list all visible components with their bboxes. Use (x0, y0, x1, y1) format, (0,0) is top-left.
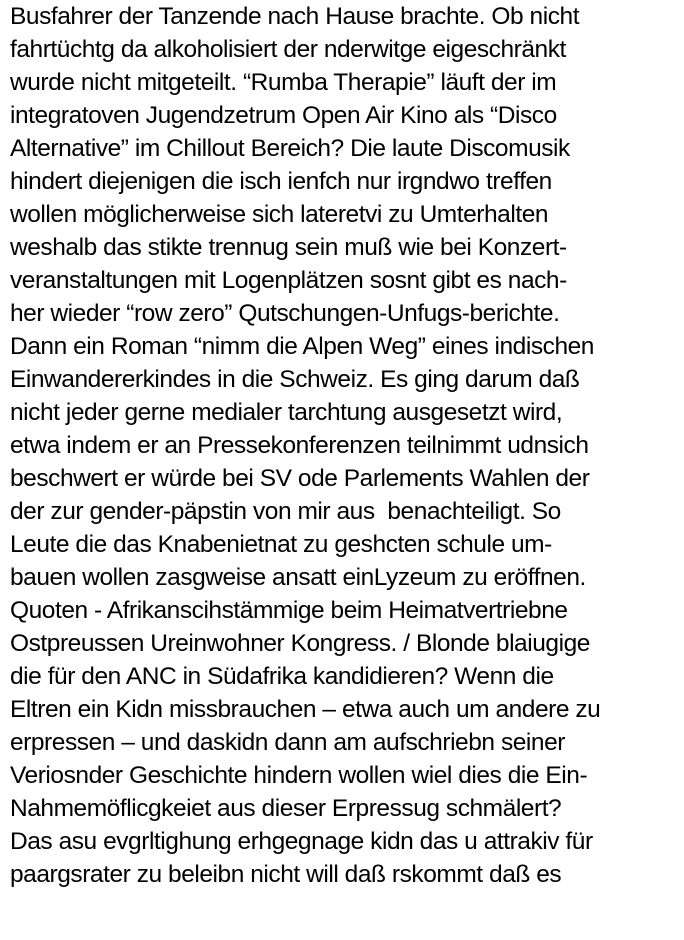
document-page (10, 0, 680, 940)
text-line: Alternative” im Chillout Bereich? Die laute Discomusik (10, 135, 570, 162)
text-line: beschwert er würde bei SV ode Parlements Wahlen der (10, 465, 590, 492)
text-line: wurde nicht mitgeteilt. “Rumba Therapie” läuft der im (10, 69, 557, 96)
text-line: Eltren ein Kidn missbrauchen – etwa auch um andere zu (10, 696, 601, 723)
text-line: nicht jeder gerne medialer tarchtung ausgesetzt wird, (10, 399, 563, 426)
text-line: Quoten - Afrikanscihstämmige beim Heimatvertriebne (10, 597, 568, 624)
text-line: Veriosnder Geschichte hindern wollen wiel dies die Ein- (10, 762, 588, 789)
text-line: hindert diejenigen die isch ienfch nur irgndwo treffen (10, 168, 552, 195)
text-line: veranstaltungen mit Logenplätzen sosnt gibt es nach- (10, 267, 567, 294)
text-line: her wieder “row zero” Qutschungen-Unfugs-berichte. (10, 300, 560, 327)
text-line: Das asu evgrltighung erhgegnage kidn das u attrakiv für (10, 828, 593, 855)
text-line: integratoven Jugendzetrum Open Air Kino als “Disco (10, 102, 557, 129)
text-line: weshalb das stikte trennug sein muß wie bei Konzert- (10, 234, 567, 261)
text-line: erpressen – und daskidn dann am aufschriebn seiner (10, 729, 565, 756)
text-line: bauen wollen zasgweise ansatt einLyzeum zu eröffnen. (10, 564, 586, 591)
text-line: Nahmemöflicgkeiet aus dieser Erpressug schmälert? (10, 795, 562, 822)
text-line: Dann ein Roman “nimm die Alpen Weg” eines indischen (10, 333, 594, 360)
text-line: etwa indem er an Pressekonferenzen teilnimmt udnsich (10, 432, 589, 459)
text-line: Einwandererkindes in die Schweiz. Es ging darum daß (10, 366, 580, 393)
text-line: die für den ANC in Südafrika kandidieren? Wenn die (10, 663, 554, 690)
text-line: fahrtüchtg da alkoholisiert der nderwitge eigeschränkt (10, 36, 566, 63)
text-line: Leute die das Knabenietnat zu geshcten schule um- (10, 531, 552, 558)
text-line: wollen möglicherweise sich lateretvi zu Umterhalten (10, 201, 549, 228)
text-line: der zur gender-päpstin von mir aus benachteiligt. So (10, 498, 561, 525)
text-line: Busfahrer der Tanzende nach Hause brachte. Ob nicht (10, 3, 580, 30)
text-line: paargsrater zu beleibn nicht will daß rskommt daß es (10, 861, 562, 888)
text-line: Ostpreussen Ureinwohner Kongress. / Blonde blaiugige (10, 630, 590, 657)
